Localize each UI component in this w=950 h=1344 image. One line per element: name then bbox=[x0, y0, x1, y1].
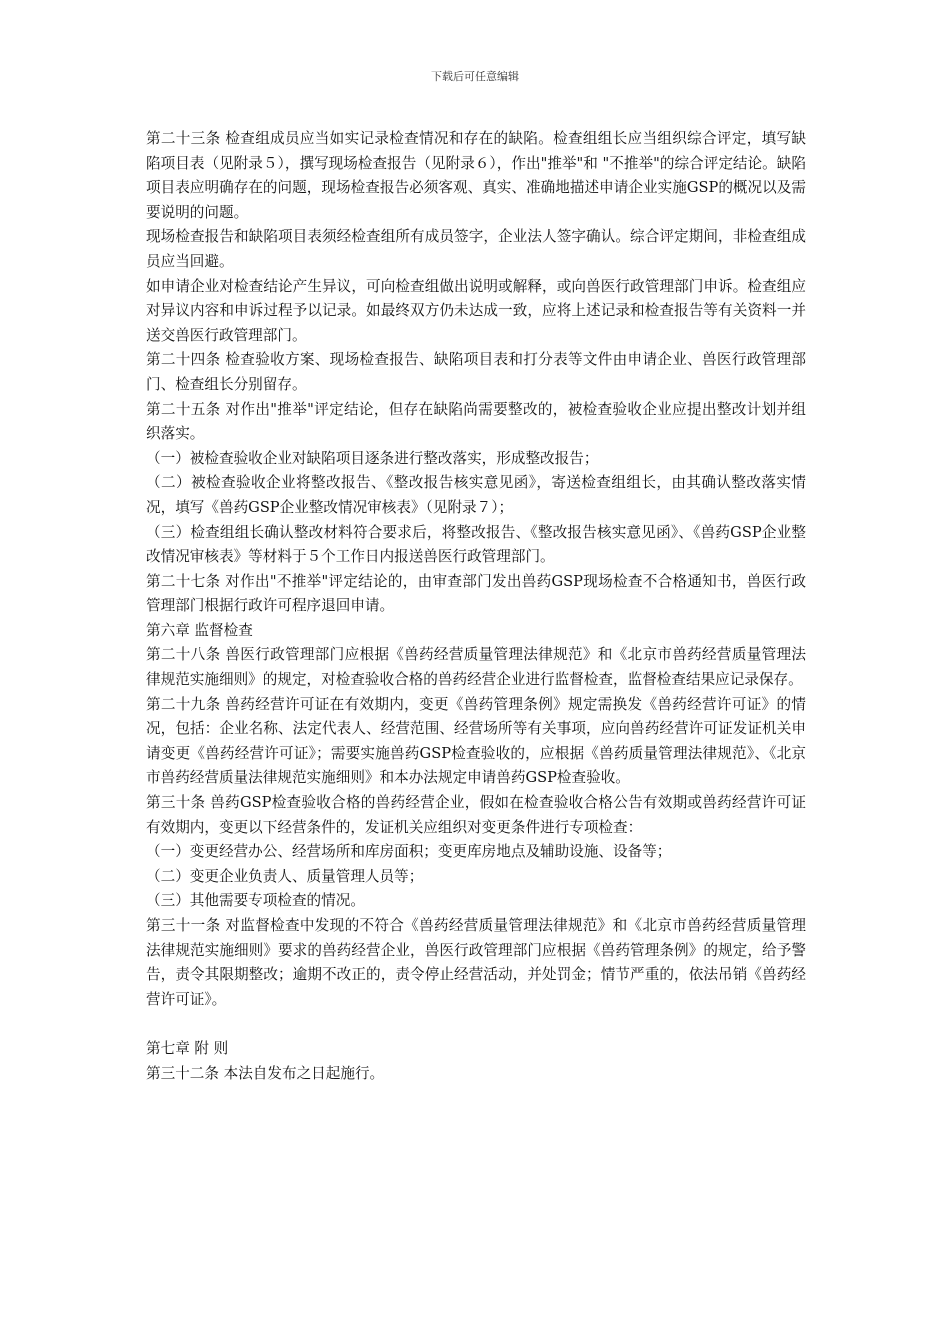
article-31: 第三十一条 对监督检查中发现的不符合《兽药经营质量管理法律规范》和《北京市兽药经营质量管理法律规范实施细则》要求的兽药经营企业，兽医行政管理部门应根据《兽药管理条例》的规定，给予警告，责令其限期整改；逾期不改正的，责令停止经营活动，并处罚金；情节严重的，依法吊销《兽药经营许可证》。 bbox=[146, 917, 806, 1008]
article-32: 第三十二条 本法自发布之日起施行。 bbox=[146, 1064, 385, 1082]
article-30-item-2: （二）变更企业负责人、质量管理人员等； bbox=[146, 867, 424, 885]
article-23-signature: 现场检查报告和缺陷项目表须经检查组所有成员签字，企业法人签字确认。综合评定期间，非检查组成员应当回避。 bbox=[146, 228, 806, 270]
article-29: 第二十九条 兽药经营许可证在有效期内，变更《兽药管理条例》规定需换发《兽药经营许可证》的情况，包括：企业名称、法定代表人、经营范围、经营场所等有关事项，应向兽药经营许可证发证机关申请变更《兽药经营许可证》；需要实施兽药GSP检查验收的，应根据《兽药质量管理法律规范》、《北京市兽药经营质量法律规范实施细则》和本办法规定申请兽药GSP检查验收。 bbox=[146, 695, 806, 787]
article-28: 第二十八条 兽医行政管理部门应根据《兽药经营质量管理法律规范》和《北京市兽药经营质量管理法律规范实施细则》的规定，对检查验收合格的兽药经营企业进行监督检查，监督检查结果应记录保存。 bbox=[146, 646, 806, 689]
article-23: 第二十三条 检查组成员应当如实记录检查情况和存在的缺陷。检查组组长应当组织综合评定，填写缺陷项目表（见附录５），撰写现场检查报告（见附录６），作出"推举"和 "不推举"的综合评定结论。缺陷项目表应明确存在的问题，现场检查报告必须客观、真实、准确地描述申请企业实施GSP的概况以及需要说明的问题。 bbox=[146, 130, 806, 221]
blank-line bbox=[146, 1012, 806, 1037]
article-24: 第二十四条 检查验收方案、现场检查报告、缺陷项目表和打分表等文件由申请企业、兽医行政管理部门、检查组长分别留存。 bbox=[146, 351, 806, 393]
document-body bbox=[146, 127, 806, 1086]
page-header: 下载后可任意编辑 bbox=[431, 70, 519, 83]
article-25-item-2: （二）被检查验收企业将整改报告、《整改报告核实意见函》，寄送检查组组长，由其确认整改落实情况，填写《兽药GSP企业整改情况审核表》（见附录７）； bbox=[146, 474, 806, 516]
article-30-item-1: （一）变更经营办公、经营场所和库房面积；变更库房地点及辅助设施、设备等； bbox=[146, 843, 672, 861]
article-23-objection: 如申请企业对检查结论产生异议，可向检查组做出说明或解释，或向兽医行政管理部门申诉。检查组应对异议内容和申诉过程予以记录。如最终双方仍未达成一致，应将上述记录和检查报告等有关资料一并送交兽医行政管理部门。 bbox=[146, 277, 806, 344]
article-25: 第二十五条 对作出"推举"评定结论，但存在缺陷尚需要整改的，被检查验收企业应提出整改计划并组织落实。 bbox=[146, 400, 806, 443]
article-25-item-3: （三）检查组组长确认整改材料符合要求后，将整改报告、《整改报告核实意见函》、《兽药GSP企业整改情况审核表》等材料于５个工作日内报送兽医行政管理部门。 bbox=[146, 523, 806, 566]
chapter-7-heading: 第七章 附 则 bbox=[146, 1039, 229, 1057]
article-30: 第三十条 兽药GSP检查验收合格的兽药经营企业，假如在检查验收合格公告有效期或兽药经营许可证有效期内，变更以下经营条件的，发证机关应组织对变更条件进行专项检查： bbox=[146, 794, 806, 836]
chapter-6-heading: 第六章 监督检查 bbox=[146, 621, 253, 639]
article-30-item-3: （三）其他需要专项检查的情况。 bbox=[146, 892, 365, 910]
article-25-item-1: （一）被检查验收企业对缺陷项目逐条进行整改落实，形成整改报告； bbox=[146, 449, 599, 467]
article-27: 第二十七条 对作出"不推举"评定结论的，由审查部门发出兽药GSP现场检查不合格通知书，兽医行政管理部门根据行政许可程序退回申请。 bbox=[146, 572, 806, 615]
